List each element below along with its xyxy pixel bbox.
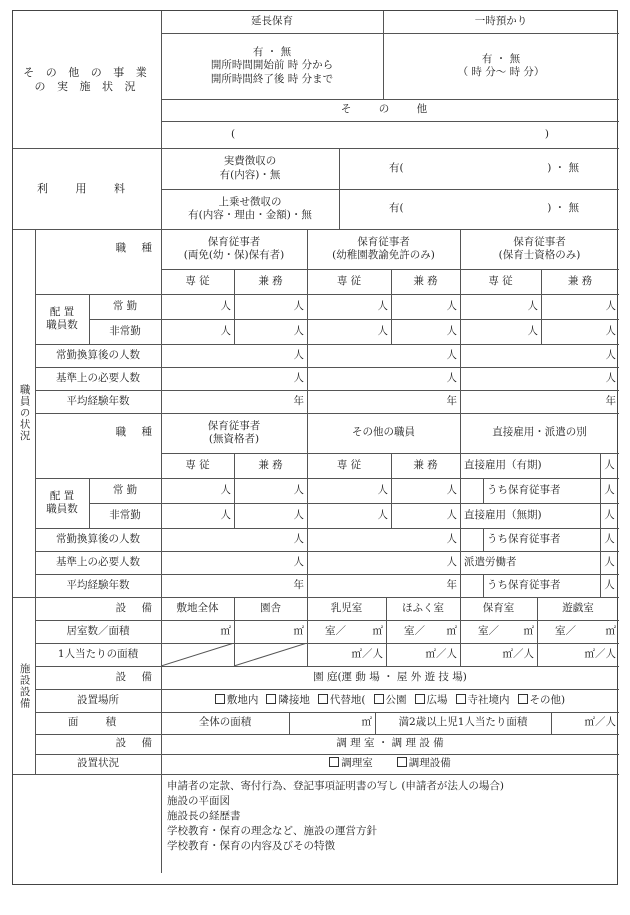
additional-fee-label: 上乗せ徴収の 有(内容・理由・金額)・無: [188, 195, 312, 221]
years-cell[interactable]: 年: [293, 394, 304, 407]
other-label: そ の 他: [340, 103, 440, 116]
equipment-label-3: 設 備: [115, 737, 158, 750]
fulltime-header-2: 専 従: [336, 274, 362, 287]
avg-years-label-2: 平均経験年数: [66, 578, 130, 591]
years-cell[interactable]: 年: [446, 394, 457, 407]
count-cell[interactable]: 人: [293, 371, 304, 384]
job-type-label-2: 職 種: [115, 426, 158, 439]
count-cell[interactable]: 人: [293, 555, 304, 568]
required-count-label-1: 基準上の必要人数: [56, 371, 140, 384]
years-cell[interactable]: 年: [446, 578, 457, 591]
count-cell[interactable]: 人: [604, 508, 615, 521]
count-cell[interactable]: 人: [220, 483, 231, 496]
attachments-list: [163, 779, 613, 871]
required-count-label-2: 基準上の必要人数: [56, 555, 140, 568]
count-cell[interactable]: 人: [293, 483, 304, 496]
fees-label: 利 用 料: [37, 181, 137, 195]
attachment-item: 申請者の定款、寄付行為、登記事項証明書の写し (申請者が法人の場合): [167, 780, 505, 792]
install-status-label: 設置状況: [77, 757, 119, 770]
job-type-label-1: 職 種: [115, 242, 158, 255]
converted-count-label-1: 常勤換算後の人数: [56, 348, 140, 361]
loc-temple-checkbox[interactable]: 寺社境内: [456, 694, 510, 707]
temporary-care-time: （ 時 分〜 時 分）: [457, 66, 545, 78]
parttime-header-5: 兼 務: [413, 458, 438, 471]
equipment-label-2: 設 備: [115, 670, 158, 683]
regular-label-2: 常 勤: [112, 483, 138, 496]
loc-adjacent-checkbox[interactable]: 隣接地: [266, 694, 310, 707]
loc-other-checkbox[interactable]: その他): [518, 694, 566, 707]
count-cell[interactable]: 人: [293, 324, 304, 337]
count-cell[interactable]: 人: [446, 348, 457, 361]
extended-care-start: 開所時間開始前 時 分から: [210, 59, 334, 72]
fulltime-header-3: 専 従: [488, 274, 513, 287]
temporary-care-yes-no: 有 ・ 無: [481, 52, 521, 65]
col-play-room: 遊戯室: [562, 601, 594, 614]
area-cell[interactable]: ㎡: [293, 624, 304, 637]
col-site: 敷地全体: [176, 601, 219, 614]
attachment-item: 学校教育・保育の理念など、施設の運営方針: [167, 825, 377, 837]
rooms-area-cell[interactable]: 室／ ㎡: [325, 624, 383, 637]
parttime-header-1: 兼 務: [258, 274, 283, 287]
staff-col-other: その他の職員: [352, 426, 415, 439]
loc-plaza-checkbox[interactable]: 広場: [415, 694, 448, 707]
extended-care-yes-no: 有 ・ 無: [252, 46, 292, 59]
parttime-header-2: 兼 務: [413, 274, 438, 287]
area-label: 面 積: [67, 716, 129, 729]
count-cell[interactable]: 人: [605, 371, 616, 384]
staff-col-nursery-license: 保育従事者 (保育士資格のみ): [498, 235, 581, 261]
fulltime-header-4: 専 従: [185, 458, 210, 471]
irregular-label-1: 非常勤: [109, 324, 141, 337]
dispatch-label: 派遣労働者: [464, 555, 517, 568]
area-cell[interactable]: ㎡: [220, 624, 231, 637]
fulltime-header-5: 専 従: [336, 458, 362, 471]
loc-site-checkbox[interactable]: 敷地内: [215, 694, 259, 707]
col-infant-room: 乳児室: [330, 601, 363, 614]
extended-care-end: 開所時間終了後 時 分まで: [210, 72, 334, 85]
count-cell[interactable]: 人: [377, 483, 388, 496]
temporary-care-header: 一時預かり: [474, 15, 528, 28]
kitchen-equipment-checkbox[interactable]: 調理設備: [397, 757, 451, 770]
rooms-area-label: 居室数／面積: [66, 624, 130, 637]
per-person-area-label: 1人当たりの面積: [57, 647, 139, 660]
rooms-area-cell[interactable]: 室／ ㎡: [555, 624, 616, 637]
staff-col-unlicensed: 保育従事者 (無資格者): [207, 419, 261, 445]
extended-care-details: [161, 33, 383, 99]
count-cell[interactable]: 人: [446, 555, 457, 568]
count-cell[interactable]: 人: [527, 324, 538, 337]
placement-staff-label-2: 配 置 職員数: [46, 489, 78, 515]
equipment-label-1: 設 備: [115, 601, 158, 614]
location-options: [161, 689, 619, 712]
regular-label-1: 常 勤: [112, 299, 138, 312]
loc-park-checkbox[interactable]: 公園: [374, 694, 407, 707]
col-nursery-room: 保育室: [482, 601, 515, 614]
additional-fee-no: ) ・ 無: [547, 202, 579, 215]
of-which-nursery-2: うち保育従事者: [487, 532, 561, 545]
total-area-label: 全体の面積: [198, 716, 252, 729]
extended-care-header: 延長保育: [251, 15, 293, 28]
over2-area-label: 満2歳以上児1人当たり面積: [398, 716, 528, 729]
converted-count-label-2: 常勤換算後の人数: [56, 532, 140, 545]
count-cell[interactable]: 人: [604, 532, 615, 545]
years-cell[interactable]: 年: [293, 578, 304, 591]
direct-unfixed-label: 直接雇用（無期): [464, 508, 542, 521]
count-cell[interactable]: 人: [604, 578, 615, 591]
count-cell[interactable]: 人: [604, 483, 615, 496]
facility-section-label: 施設設備: [18, 662, 31, 709]
count-cell[interactable]: 人: [293, 348, 304, 361]
staff-col-kindergarten-license: 保育従事者 (幼稚園教諭免許のみ): [332, 235, 435, 261]
additional-fee-yes: 有(: [389, 202, 404, 215]
application-form-table: [12, 10, 618, 885]
count-cell[interactable]: 人: [446, 532, 457, 545]
count-cell[interactable]: 人: [293, 299, 304, 312]
count-cell[interactable]: 人: [605, 299, 616, 312]
loc-alternative-checkbox[interactable]: 代替地(: [318, 694, 366, 707]
per-person-cell[interactable]: ㎡／人: [425, 647, 457, 660]
direct-fixed-label: 直接雇用（有期): [464, 458, 542, 471]
kitchen-options: [161, 754, 619, 774]
count-cell[interactable]: 人: [446, 508, 457, 521]
per-person-cell[interactable]: ㎡／人: [584, 647, 616, 660]
staff-col-employment-type: 直接雇用・派遣の別: [492, 426, 587, 439]
per-person-cell[interactable]: ㎡／人: [502, 647, 534, 660]
parttime-header-4: 兼 務: [258, 458, 283, 471]
count-cell[interactable]: 人: [605, 324, 616, 337]
total-area-cell[interactable]: ㎡: [361, 716, 372, 729]
actual-cost-no: ) ・ 無: [547, 161, 579, 174]
avg-years-label-1: 平均経験年数: [66, 394, 130, 407]
per-person-cell[interactable]: ㎡／人: [351, 647, 383, 660]
actual-cost-label: 実費徴収の 有(内容)・無: [219, 155, 281, 181]
count-cell[interactable]: 人: [220, 508, 231, 521]
attachment-item: 施設長の経歴書: [167, 810, 241, 822]
col-building: 園舎: [260, 601, 281, 614]
playground-header: 園 庭(運 動 場 ・ 屋 外 遊 技 場): [313, 670, 467, 683]
staff-section-label: 職員の状況: [18, 384, 31, 442]
count-cell[interactable]: 人: [446, 483, 457, 496]
temporary-care-details: [383, 33, 619, 99]
years-cell[interactable]: 年: [605, 394, 616, 407]
paren-open: (: [231, 127, 236, 140]
count-cell[interactable]: 人: [220, 324, 231, 337]
count-cell[interactable]: 人: [377, 299, 388, 312]
count-cell[interactable]: 人: [377, 324, 388, 337]
of-which-nursery-3: うち保育従事者: [487, 578, 561, 591]
irregular-label-2: 非常勤: [109, 508, 141, 521]
other-input-field[interactable]: [161, 121, 619, 148]
kitchen-room-checkbox[interactable]: 調理室: [329, 757, 373, 770]
actual-cost-field[interactable]: [339, 148, 619, 189]
col-crawl-room: ほふく室: [402, 601, 444, 614]
count-cell[interactable]: 人: [377, 508, 388, 521]
over2-area-cell[interactable]: ㎡／人: [584, 716, 616, 729]
count-cell[interactable]: 人: [527, 299, 538, 312]
paren-close: ): [544, 127, 549, 140]
kitchen-header: 調 理 室 ・ 調 理 設 備: [336, 737, 444, 750]
rooms-area-cell[interactable]: 室／ ㎡: [478, 624, 534, 637]
attachment-item: 施設の平面図: [167, 795, 230, 807]
count-cell[interactable]: 人: [293, 508, 304, 521]
rooms-area-cell[interactable]: 室／ ㎡: [404, 624, 457, 637]
fulltime-header-1: 専 従: [185, 274, 210, 287]
placement-staff-label-1: 配 置 職員数: [46, 305, 78, 331]
of-which-nursery-1: うち保育従事者: [487, 483, 561, 496]
count-cell[interactable]: 人: [446, 324, 457, 337]
location-label: 設置場所: [77, 693, 119, 706]
diagonal-strike: [161, 643, 307, 666]
count-cell[interactable]: 人: [605, 348, 616, 361]
count-cell[interactable]: 人: [220, 299, 231, 312]
staff-col-dual-license: 保育従事者 (両免(幼・保)保有者): [183, 235, 285, 261]
parttime-header-3: 兼 務: [567, 274, 593, 287]
other-projects-label: そ の 他 の 事 業 の 実 施 状 況: [23, 65, 151, 93]
attachment-item: 学校教育・保育の内容及びその特徴: [167, 840, 335, 852]
actual-cost-yes: 有(: [389, 161, 404, 174]
count-cell[interactable]: 人: [604, 555, 615, 568]
count-cell[interactable]: 人: [293, 532, 304, 545]
additional-fee-field[interactable]: [339, 189, 619, 229]
count-cell[interactable]: 人: [446, 371, 457, 384]
count-cell[interactable]: 人: [446, 299, 457, 312]
count-cell[interactable]: 人: [604, 458, 615, 471]
